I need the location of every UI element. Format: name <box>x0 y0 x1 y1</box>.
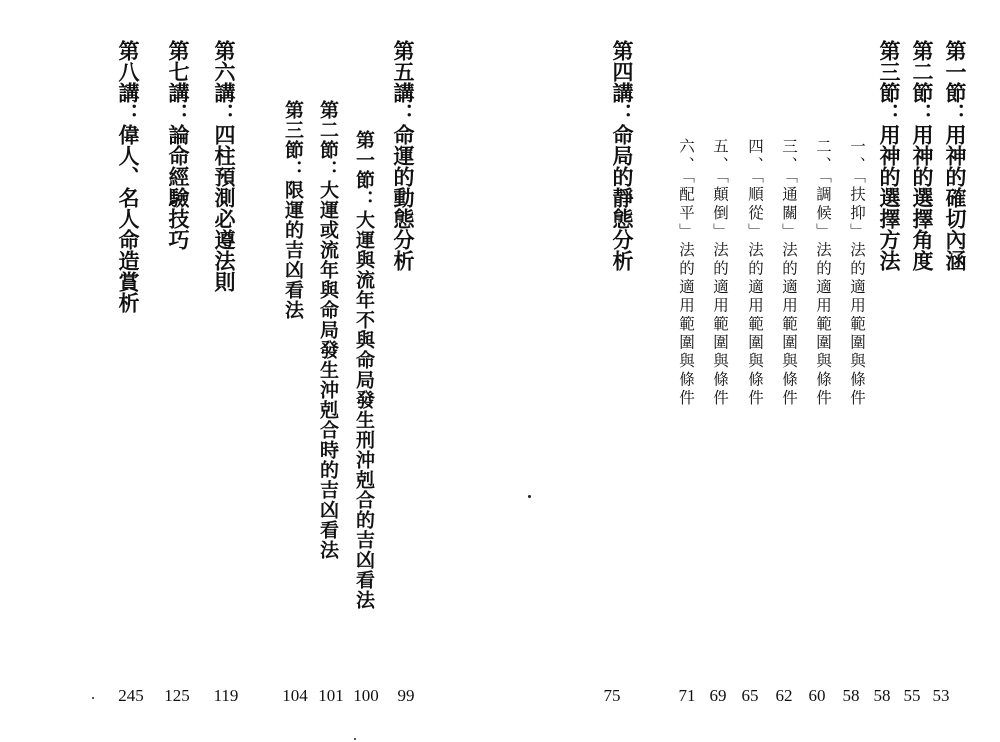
toc-chapter-6: 第六講：四柱預測必遵法則 <box>212 40 237 292</box>
page-number: 53 <box>932 686 950 705</box>
toc-section-1-3: 第三節：用神的選擇方法 <box>877 40 902 271</box>
page-number: 100 <box>353 686 379 705</box>
page-number: 58 <box>842 686 860 705</box>
toc-chapter-5: 第五講：命運的動態分析 <box>391 40 416 271</box>
toc-chapter-8: 第八講：偉人、名人命造賞析 <box>116 40 141 313</box>
toc-section-5-1: 第一節：大運與流年不與命局發生刑沖剋合的吉凶看法 <box>353 130 375 610</box>
page-number: 55 <box>903 686 921 705</box>
page-number: 75 <box>603 686 621 705</box>
toc-section-5-3: 第三節：限運的吉凶看法 <box>282 100 304 320</box>
toc-chapter-4: 第四講：命局的靜態分析 <box>610 40 635 271</box>
toc-item-4: 四、「順從」法的適用範圍與條件 <box>746 138 764 408</box>
toc-section-5-2: 第二節：大運或流年與命局發生沖剋合時的吉凶看法 <box>317 100 339 560</box>
page-number: 60 <box>808 686 826 705</box>
toc-item-6: 六、「配平」法的適用範圍與條件 <box>677 138 695 408</box>
scan-speck <box>354 738 356 740</box>
page-number: 65 <box>741 686 759 705</box>
toc-item-3: 三、「通關」法的適用範圍與條件 <box>780 138 798 408</box>
toc-section-1-2: 第二節：用神的選擇角度 <box>910 40 935 271</box>
scan-speck <box>528 495 531 498</box>
page-number: 245 <box>118 686 144 705</box>
page-number: 101 <box>318 686 344 705</box>
page-number: 71 <box>678 686 696 705</box>
page-number: 125 <box>164 686 190 705</box>
page-number: 104 <box>282 686 308 705</box>
page-number: 58 <box>873 686 891 705</box>
toc-chapter-7: 第七講：論命經驗技巧 <box>166 40 191 250</box>
toc-item-5: 五、「顛倒」法的適用範圍與條件 <box>711 138 729 408</box>
page-number: 119 <box>213 686 239 705</box>
toc-section-1-1: 第一節：用神的確切內涵 <box>943 40 968 271</box>
toc-item-2: 二、「調候」法的適用範圍與條件 <box>814 138 832 408</box>
toc-item-1: 一、「扶抑」法的適用範圍與條件 <box>848 138 866 408</box>
page-number: 69 <box>709 686 727 705</box>
scan-speck <box>92 697 94 699</box>
page-number: 99 <box>397 686 415 705</box>
page-number: 62 <box>775 686 793 705</box>
